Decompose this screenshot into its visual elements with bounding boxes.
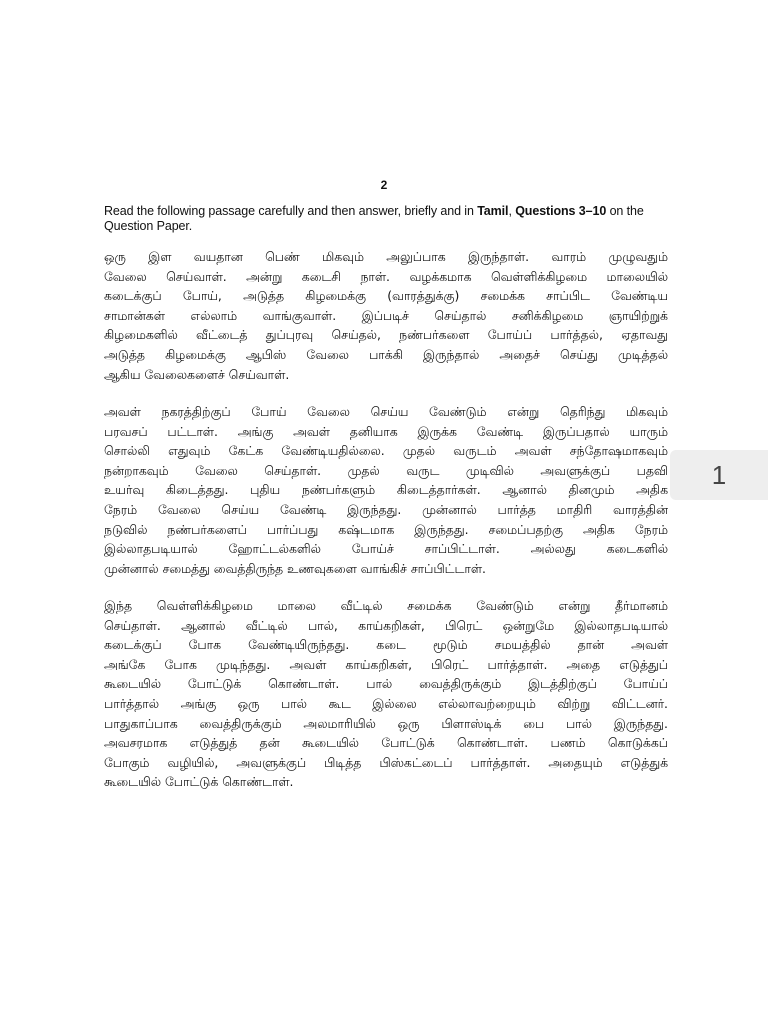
instruction-part-2: ,: [508, 204, 516, 218]
passage-line: கூடையில் போட்டுக் கொண்டாள்.: [104, 774, 294, 790]
passage-line: கிழமைகளில் வீட்டைத் துப்புரவு செய்தல், நண்பர்களை போய்ப் பார்த்தல், ஏதாவது: [104, 327, 668, 343]
passage-line: போகும் வழியில், அவளுக்குப் பிடித்த பிஸ்கட்டைப் பார்த்தாள். அதையும் எடுத்துக்: [104, 754, 668, 770]
passage-line: அடுத்த கிழமைக்கு ஆபிஸ் வேலை பாக்கி இருந்தால் அதைச் செய்து முடித்தல்: [104, 346, 668, 362]
page-indicator-label: 1: [711, 459, 727, 490]
passage-line: நடுவில் நண்பர்களைப் பார்ப்பது கஷ்டமாக இருந்தது. சமைப்பதற்கு அதிக நேரம்: [104, 521, 668, 537]
passage-paragraph-3: [104, 596, 668, 792]
passage-paragraph-1: [104, 247, 668, 384]
passage-line: பரவசப் பட்டாள். அங்கு அவள் தனியாக இருக்க வேண்டி இருப்பதால் யாரும்: [104, 423, 668, 439]
passage-line: நன்றாகவும் வேலை செய்தாள். முதல் வருட முடிவில் அவளுக்குப் பதவி: [104, 462, 668, 478]
passage-line: அவள் நகரத்திற்குப் போய் வேலை செய்ய வேண்டும் என்று தெரிந்து மிகவும்: [104, 404, 668, 419]
instruction-bold-questions: Questions 3–10: [515, 204, 607, 218]
page-indicator-tab[interactable]: [670, 450, 768, 500]
passage-line: கூடையில் போட்டுக் கொண்டாள். பால் வைத்திருக்கும் இடத்திற்குப் போய்ப்: [104, 676, 668, 692]
passage-line: ஒரு இள வயதான பெண் மிகவும் அலுப்பாக இருந்தாள். வாரம் முழுவதும்: [104, 249, 668, 264]
instruction-part-3: on the Question Paper.: [104, 204, 644, 233]
passage-line: பார்த்தால் அங்கு ஒரு பால் கூட இல்லை எல்லாவற்றையும் விற்று விட்டனர்.: [104, 695, 668, 711]
passage-line: செய்தாள். ஆனால் வீட்டில் பால், காய்கறிகள், பிரெட் ஒன்றுமே இல்லாதபடியால்: [104, 617, 668, 633]
passage-line: இல்லாதபடியால் ஹோட்டல்களில் போய்ச் சாப்பிட்டாள். அல்லது கடைகளில்: [104, 541, 668, 557]
passage-line: அங்கே போக முடிந்தது. அவள் காய்கறிகள், பிரெட் பார்த்தாள். அதை எடுத்துப்: [104, 656, 668, 672]
instruction-part-1: Read the following passage carefully and then answer, briefly and in: [104, 204, 478, 218]
passage-line: இந்த வெள்ளிக்கிழமை மாலை வீட்டில் சமைக்க வேண்டும் என்று தீர்மானம்: [104, 598, 668, 613]
passage-line: உயர்வு கிடைத்தது. புதிய நண்பர்களும் கிடைத்தார்கள். ஆனால் தினமும் அதிக: [104, 482, 668, 498]
passage-line: அவசரமாக எடுத்துத் தன் கூடையில் போட்டுக் கொண்டாள். பணம் கொடுக்கப்: [104, 735, 668, 751]
passage-line: சொல்லி எதுவும் கேட்க வேண்டியதில்லை. முதல் வருடம் அவள் சந்தோஷமாகவும்: [104, 443, 668, 459]
passage-line: கடைக்குப் போய், அடுத்த கிழமைக்கு (வாரத்துக்கு) சமைக்க சாப்பிட வேண்டிய: [104, 288, 668, 304]
passage-line: முன்னால் சமைத்து வைத்திருந்த உணவுகளை வாங்கிச் சாப்பிட்டாள்.: [104, 560, 486, 576]
instruction-text: [104, 204, 670, 234]
passage-line: பாதுகாப்பாக வைத்திருக்கும் அலமாரியில் ஒரு பிளாஸ்டிக் பை பால் இருந்தது.: [104, 715, 668, 731]
passage-line: வேலை செய்வாள். அன்று கடைசி நாள். வழக்கமாக வெள்ளிக்கிழமை மாலையில்: [104, 268, 668, 284]
passage-paragraph-2: [104, 402, 668, 578]
instruction-bold-language: Tamil: [477, 204, 509, 218]
passage-line: ஆகிய வேலைகளைச் செய்வாள்.: [104, 366, 290, 382]
passage-line: சாமான்கள் எல்லாம் வாங்குவாள். இப்படிச் செய்தால் சனிக்கிழமை ஞாயிற்றுக்: [104, 307, 668, 323]
passage-line: நேரம் வேலை செய்ய வேண்டி இருந்தது. முன்னால் பார்த்த மாதிரி வாரத்தின்: [104, 501, 668, 517]
page-number: 2: [380, 178, 388, 192]
passage-line: கடைக்குப் போக வேண்டியிருந்தது. கடை மூடும் சமயத்தில் தான் அவள்: [104, 637, 668, 653]
